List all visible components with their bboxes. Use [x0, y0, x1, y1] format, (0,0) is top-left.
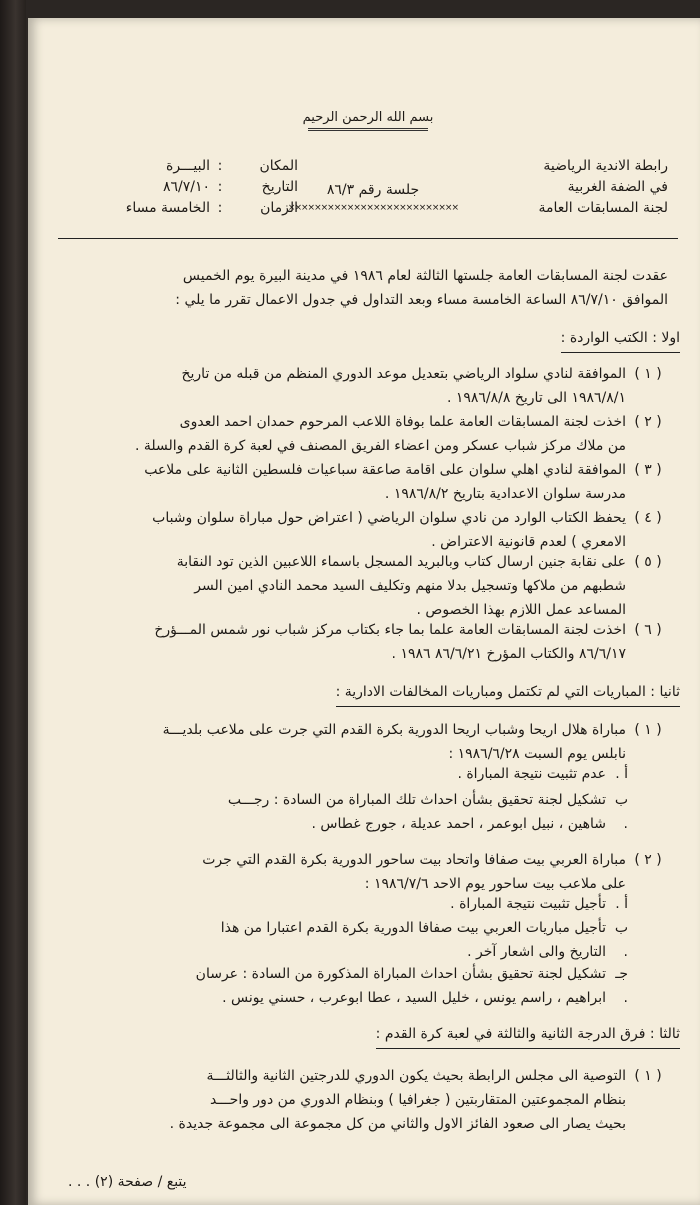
section-1-item-4: [68, 506, 668, 554]
sub-letter: أ .: [615, 766, 628, 782]
sub-line: التاريخ والى اشعار آخر .: [467, 944, 606, 960]
sub-line: شاهين ، نبيل ابوعمر ، احمد عديلة ، جورج غطاس .: [311, 816, 606, 832]
section-1-item-2: [68, 410, 668, 458]
section-1-item-5: [68, 550, 668, 622]
item-line: المساعد عمل اللازم بهذا الخصوص .: [416, 602, 626, 618]
sub-line: تأجيل تثبيت نتيجة المباراة .: [450, 896, 606, 912]
sub-letter: جـ .: [615, 966, 628, 1006]
section-3-item-1: [68, 1064, 668, 1136]
item-line: التوصية الى مجلس الرابطة بحيث يكون الدوري للدرجتين الثانية والثالثـــة: [206, 1068, 626, 1084]
section-1-item-3: [68, 458, 668, 506]
item-line: مباراة هلال اريحا وشباب اريحا الدورية بكرة القدم التي جرت على ملاعب بلديـــة: [162, 722, 626, 738]
document-page: [28, 18, 700, 1205]
section-1-title: اولا : الكتب الواردة :: [561, 326, 680, 353]
match-2-sub-a: [68, 892, 628, 916]
sub-letter: ب .: [614, 920, 628, 960]
session-title-block: [288, 178, 458, 214]
item-line: ٨٦/٦/١٧ والكتاب المؤرخ ٨٦/٦/٢١ ١٩٨٦ .: [391, 646, 626, 662]
section-1-item-6: [68, 618, 668, 666]
section-3-title: ثالثا : فرق الدرجة الثانية والثالثة في لعبة كرة القدم :: [376, 1022, 680, 1049]
intro-line-2: الموافق ٨٦/٧/١٠ الساعة الخامسة مساء وبعد التداول في جدول الاعمال تقرر ما يلي :: [175, 292, 668, 308]
item-line: بنظام المجموعتين المتقاربتين ( جغرافيا ) وبنظام الدوري من دور واحـــد: [210, 1092, 626, 1108]
time-label: الزمان: [260, 200, 298, 216]
item-line: من ملاك مركز شباب عسكر ومن اعضاء الفريق المصنف في لعبة كرة القدم والسلة .: [134, 438, 626, 454]
organization-header: [493, 156, 668, 219]
item-line: اخذت لجنة المسابقات العامة علما بما جاء بكتاب مركز شباب نور شمس المـــؤرخ: [154, 622, 626, 638]
org-line-1: رابطة الاندية الرياضية: [543, 158, 668, 174]
item-number: ( ٥ ): [634, 554, 662, 570]
item-line: يحفظ الكتاب الوارد من نادي سلوان الرياضي ( اعتراض حول مباراة سلوان وشباب: [152, 510, 626, 526]
sub-line: ابراهيم ، راسم يونس ، خليل السيد ، عطا ابوعرب ، حسني يونس .: [222, 990, 606, 1006]
meta-date-row: التاريخ : ٨٦/٧/١٠: [108, 177, 298, 198]
item-line: الامعري ) لعدم قانونية الاعتراض .: [431, 534, 626, 550]
item-line: نابلس يوم السبت ١٩٨٦/٦/٢٨ :: [448, 746, 626, 762]
section-2-title: ثانيا : المباريات التي لم تكتمل ومباريات المخالفات الادارية :: [336, 680, 680, 707]
match-1-sub-b: [68, 788, 628, 836]
org-line-2: في الضفة الغربية: [567, 179, 668, 195]
item-number: ( ٢ ): [634, 852, 662, 868]
item-number: ( ١ ): [634, 722, 662, 738]
continuation-note: يتبع / صفحة (٢) . . .: [68, 1174, 187, 1190]
intro-line-1: عقدت لجنة المسابقات العامة جلستها الثالثة لعام ١٩٨٦ في مدينة البيرة يوم الخميس: [182, 268, 668, 284]
section-1-item-1: [68, 362, 668, 410]
session-title: جلسة رقم ٨٦/٣: [326, 182, 420, 198]
basmala: بسم الله الرحمن الرحيم: [302, 110, 434, 125]
intro-paragraph: [68, 264, 668, 312]
place-value: البيـــرة: [166, 158, 210, 174]
item-number: ( ١ ): [634, 1068, 662, 1084]
item-line: الموافقة لنادي سلواد الرياضي بتعديل موعد الدوري المنظم من قبله من تاريخ: [181, 366, 626, 382]
item-line: مباراة العربي بيت صفافا واتحاد بيت ساحور الدورية بكرة القدم التي جرت: [202, 852, 626, 868]
item-line: اخذت لجنة المسابقات العامة علما بوفاة اللاعب المرحوم حمدان احمد العدوى: [179, 414, 626, 430]
section-2-match-2: [68, 848, 668, 896]
basmala-underline: [308, 128, 428, 131]
book-binding: [0, 0, 26, 1205]
item-line: الموافقة لنادي اهلي سلوان على اقامة صاعقة سباعيات فلسطين الثانية على ملاعب: [144, 462, 626, 478]
item-line: ١٩٨٦/٨/١ الى تاريخ ١٩٨٦/٨/٨ .: [446, 390, 626, 406]
sub-line: تشكيل لجنة تحقيق بشأن احداث تلك المباراة من السادة : رجـــب: [227, 792, 606, 808]
date-value: ٨٦/٧/١٠: [162, 179, 210, 195]
meeting-meta: [108, 156, 298, 219]
session-decoration: ××××××××××××××××××××××××××: [287, 203, 458, 213]
sub-line: تأجيل مباريات العربي بيت صفافا الدورية بكرة القدم اعتبارا من هذا: [220, 920, 606, 936]
date-label: التاريخ: [261, 179, 298, 195]
item-number: ( ٦ ): [634, 622, 662, 638]
item-number: ( ٤ ): [634, 510, 662, 526]
place-label: المكان: [259, 158, 298, 174]
item-line: بحيث يصار الى صعود الفائز الاول والثاني من كل مجموعة الى مجموعة جديدة .: [169, 1116, 626, 1132]
match-2-sub-b: [68, 916, 628, 964]
org-line-3: لجنة المسابقات العامة: [538, 200, 668, 216]
match-1-sub-a: [68, 762, 628, 786]
item-line: شطبهم من ملاكها وتسجيل بدلا منهم وتكليف السيد محمد النادي امين السر: [194, 578, 626, 594]
sub-line: عدم تثبيت نتيجة المباراة .: [457, 766, 606, 782]
item-line: على ملاعب بيت ساحور يوم الاحد ١٩٨٦/٧/٦ :: [364, 876, 626, 892]
item-line: مدرسة سلوان الاعدادية بتاريخ ١٩٨٦/٨/٢ .: [384, 486, 626, 502]
sub-letter: أ .: [615, 896, 628, 912]
match-2-sub-c: [68, 962, 628, 1010]
sub-line: تشكيل لجنة تحقيق بشأن احداث المباراة المذكورة من السادة : عرسان: [195, 966, 606, 982]
meta-time-row: الزمان : الخامسة مساء: [108, 198, 298, 219]
header-divider: [58, 238, 678, 239]
time-value: الخامسة مساء: [125, 200, 210, 216]
section-2-match-1: [68, 718, 668, 766]
item-number: ( ٢ ): [634, 414, 662, 430]
item-number: ( ٣ ): [634, 462, 662, 478]
meta-place-row: المكان : البيـــرة: [108, 156, 298, 177]
item-number: ( ١ ): [634, 366, 662, 382]
item-line: على نقابة جنين ارسال كتاب وبالبريد المسجل باسماء اللاعبين الذين تود النقابة: [176, 554, 626, 570]
sub-letter: ب .: [614, 792, 628, 832]
